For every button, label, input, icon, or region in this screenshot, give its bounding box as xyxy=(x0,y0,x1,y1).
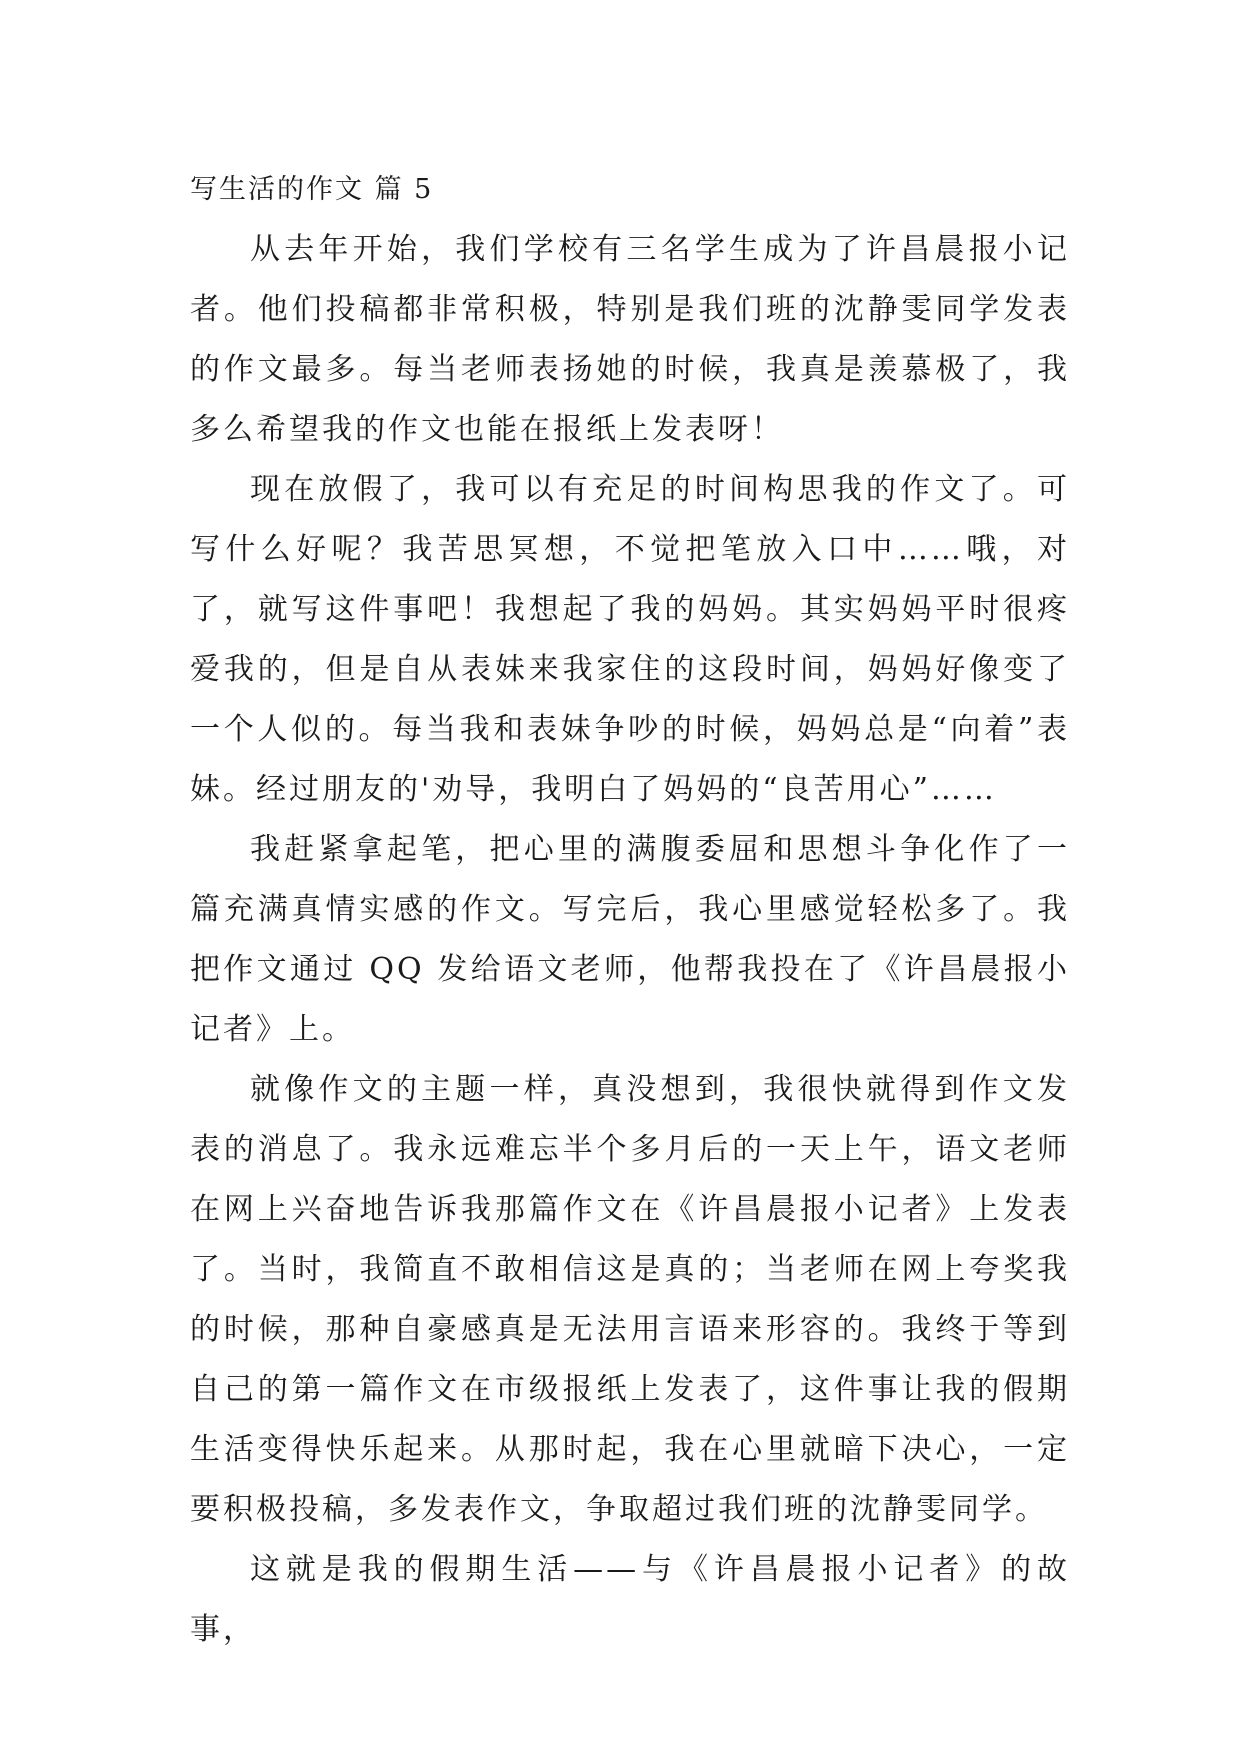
paragraph-2: 现在放假了，我可以有充足的时间构思我的作文了。可写什么好呢？我苦思冥想，不觉把笔放入口中……哦，对了，就写这件事吧！我想起了我的妈妈。其实妈妈平时很疼爱我的，但是自从表妹来我家住的这段时间，妈妈好像变了一个人似的。每当我和表妹争吵的时候，妈妈总是“向着”表妹。经过朋友的'劝导，我明白了妈妈的“良苦用心”…… xyxy=(190,472,1070,807)
document-content xyxy=(190,160,1070,1660)
paragraph-1: 从去年开始，我们学校有三名学生成为了许昌晨报小记者。他们投稿都非常积极，特别是我们班的沈静雯同学发表的作文最多。每当老师表扬她的时候，我真是羡慕极了，我多么希望我的作文也能在报纸上发表呀！ xyxy=(190,232,1070,447)
paragraph-4: 就像作文的主题一样，真没想到，我很快就得到作文发表的消息了。我永远难忘半个多月后的一天上午，语文老师在网上兴奋地告诉我那篇作文在《许昌晨报小记者》上发表了。当时，我简直不敢相信这是真的；当老师在网上夸奖我的时候，那种自豪感真是无法用言语来形容的。我终于等到自己的第一篇作文在市级报纸上发表了，这件事让我的假期生活变得快乐起来。从那时起，我在心里就暗下决心，一定要积极投稿，多发表作文，争取超过我们班的沈静雯同学。 xyxy=(190,1072,1070,1527)
paragraph-5: 这就是我的假期生活——与《许昌晨报小记者》的故事， xyxy=(190,1552,1070,1647)
paragraph-3: 我赶紧拿起笔，把心里的满腹委屈和思想斗争化作了一篇充满真情实感的作文。写完后，我心里感觉轻松多了。我把作文通过 QQ 发给语文老师，他帮我投在了《许昌晨报小记者》上。 xyxy=(190,832,1070,1047)
document-title: 写生活的作文 篇 5 xyxy=(190,174,434,205)
